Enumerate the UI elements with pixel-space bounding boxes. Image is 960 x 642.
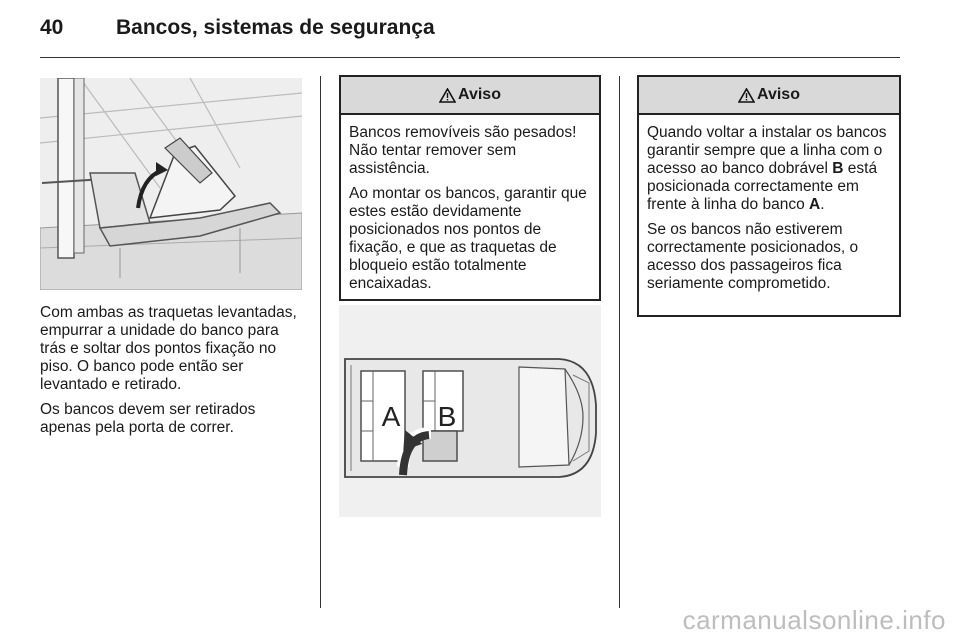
warning-label-1: Aviso (458, 86, 501, 103)
warning-2-paragraph-2: Se os bancos não estiverem correctamente posicionados, o acesso dos passageiros fica seriamente comprometido. (647, 221, 859, 292)
text-run: . (820, 196, 825, 213)
warning-1-paragraph-2: Ao montar os bancos, garantir que estes estão devidamente posicionados nos pontos de fixação, e que as traquetas de bloqueio estão totalmente encaixadas. (349, 185, 587, 292)
page-header (40, 16, 435, 52)
warning-header-2 (639, 77, 899, 115)
seat-row-label-b: B (437, 401, 457, 432)
paragraph-sliding-door: Os bancos devem ser retirados apenas pela porta de correr. (40, 401, 256, 436)
left-column-text (40, 304, 306, 444)
header-rule (40, 57, 900, 58)
watermark: carmanualsonline.info (682, 605, 946, 635)
page-number: 40 (40, 16, 64, 39)
seat-ref-a: A (809, 196, 821, 213)
warning-box-2 (637, 75, 901, 317)
warning-label-2: Aviso (757, 86, 800, 103)
column-divider-right (619, 76, 620, 608)
warning-header-1 (341, 77, 599, 115)
column-divider-left (320, 76, 321, 608)
warning-box-1 (339, 75, 601, 301)
section-title: Bancos, sistemas de segurança (116, 16, 435, 39)
seat-latch-illustration (40, 78, 302, 290)
text-run: Quando voltar a instalar os bancos garantir sempre que a linha com o acesso ao banco dobrável (647, 124, 887, 177)
paragraph-seat-removal: Com ambas as traquetas levantadas, empurrar a unidade do banco para trás e soltar dos pontos fixação no piso. O banco pode então ser levantado e retirado. (40, 304, 297, 393)
text-run: está posicionada correctamente em frente à linha do banco (647, 160, 878, 213)
warning-1-paragraph-1: Bancos removíveis são pesados! Não tentar remover sem assistência. (349, 124, 577, 177)
seat-row-label-a: A (381, 401, 401, 432)
warning-triangle-icon (439, 88, 456, 103)
seat-ref-b: B (832, 160, 844, 177)
warning-2-paragraph-1 (647, 124, 891, 214)
seat-layout-diagram (339, 305, 601, 517)
warning-triangle-icon (738, 88, 755, 103)
